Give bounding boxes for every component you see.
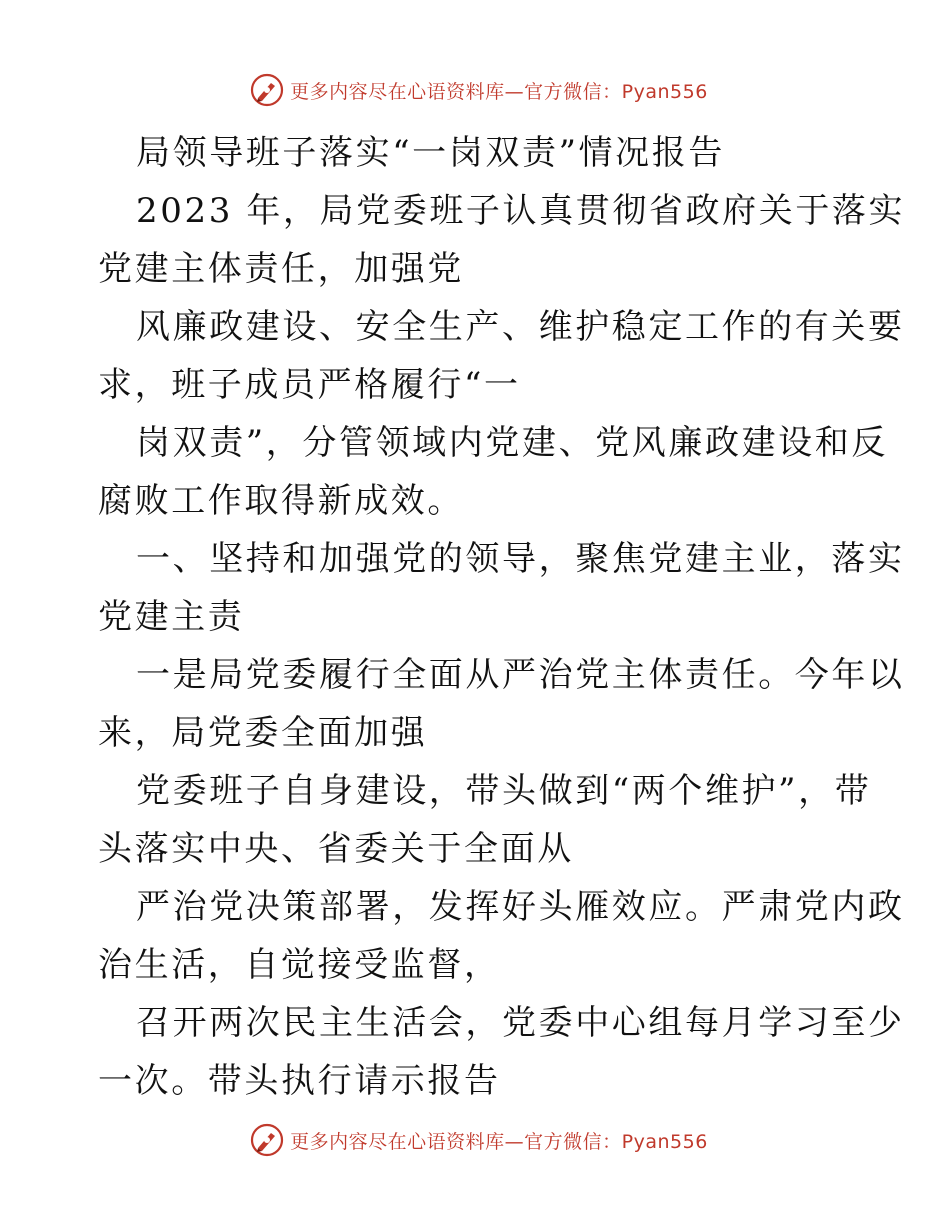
document-title [98, 124, 852, 182]
paragraph-6 [98, 762, 872, 878]
paragraph-line: 召开两次民主生活会，党委中心组每月学习至少 [136, 1003, 905, 1043]
paragraph-line: 一次。带头执行请示报告 [98, 1061, 501, 1101]
paragraph-5 [98, 646, 905, 762]
pen-logo-icon [250, 73, 284, 107]
footer-watermark-banner [0, 1118, 950, 1162]
paragraph-2 [98, 298, 905, 414]
paragraph-8 [98, 994, 905, 1110]
footer-watermark-text: 更多内容尽在心语资料库—官方微信：Pyan556 [290, 1130, 708, 1153]
paragraph-line: 党建主体责任，加强党 [98, 249, 464, 289]
paragraph-line: 风廉政建设、安全生产、维护稳定工作的有关要 [136, 307, 905, 347]
section-heading-1 [98, 530, 905, 646]
footer-watermark [250, 1123, 708, 1157]
header-watermark-text: 更多内容尽在心语资料库—官方微信：Pyan556 [290, 80, 708, 103]
paragraph-line: 头落实中央、省委关于全面从 [98, 829, 574, 869]
document-body [98, 124, 906, 1110]
header-watermark-banner [0, 68, 950, 112]
paragraph-line: 腐败工作取得新成效。 [98, 481, 464, 521]
paragraph-1 [98, 182, 906, 298]
paragraph-7 [98, 878, 905, 994]
paragraph-line: 岗双责”，分管领域内党建、党风廉政建设和反 [136, 423, 888, 463]
paragraph-line: 来，局党委全面加强 [98, 713, 428, 753]
paragraph-line: 求，班子成员严格履行“一 [98, 365, 521, 405]
paragraph-line: 治生活，自觉接受监督， [98, 945, 501, 985]
paragraph-line: 一、坚持和加强党的领导，聚焦党建主业，落实 [136, 539, 905, 579]
paragraph-3 [98, 414, 888, 530]
title-line: 局领导班子落实“一岗双责”情况报告 [136, 133, 725, 173]
paragraph-line: 2023 年，局党委班子认真贯彻省政府关于落实 [136, 191, 906, 231]
paragraph-line: 党委班子自身建设，带头做到“两个维护”，带 [136, 771, 872, 811]
paragraph-line: 一是局党委履行全面从严治党主体责任。今年以 [136, 655, 905, 695]
paragraph-line: 严治党决策部署，发挥好头雁效应。严肃党内政 [136, 887, 905, 927]
pen-logo-icon [250, 1123, 284, 1157]
paragraph-line: 党建主责 [98, 597, 245, 637]
header-watermark [250, 73, 708, 107]
